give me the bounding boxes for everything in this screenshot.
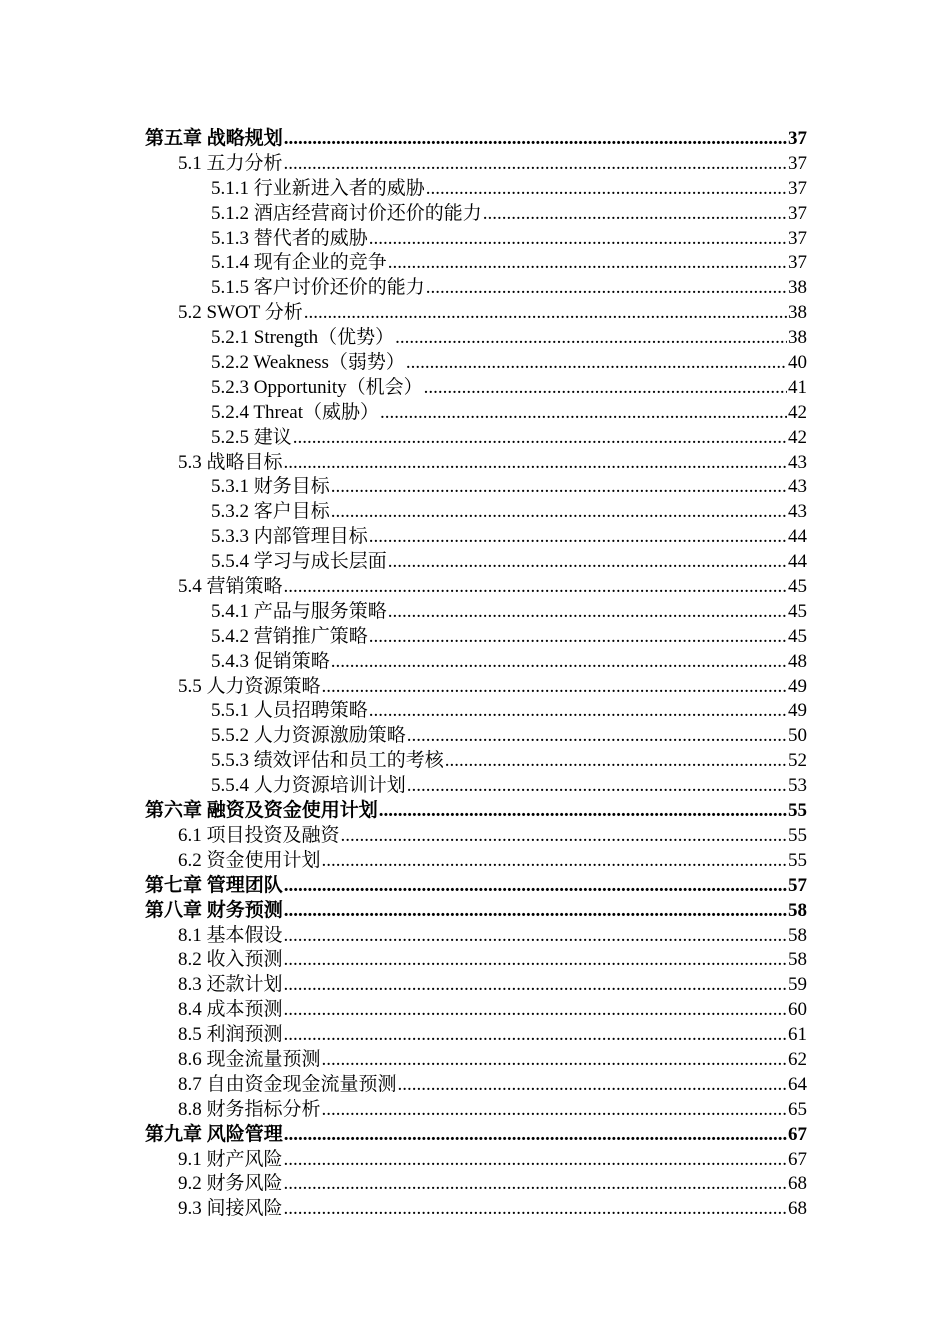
toc-entry[interactable] [145, 372, 807, 397]
toc-page-number: 37 [788, 252, 807, 273]
toc-entry-label: 8.6 现金流量预测 [178, 1048, 321, 1069]
toc-entry-label: 5.5.3 绩效评估和员工的考核 [211, 750, 444, 771]
toc-page-number: 67 [788, 1123, 807, 1144]
dot-leader [284, 999, 787, 1019]
toc-entry[interactable] [145, 920, 807, 945]
toc-entry[interactable] [145, 397, 807, 422]
dot-leader [284, 949, 787, 969]
toc-entry[interactable] [145, 969, 807, 994]
dot-leader [406, 352, 787, 372]
toc-page-number: 62 [788, 1048, 807, 1069]
toc-page-number: 48 [788, 650, 807, 671]
toc-entry-label: 8.1 基本假设 [178, 924, 283, 945]
toc-entry[interactable] [145, 223, 807, 248]
toc-entry-label: 5.5.4 学习与成长层面 [211, 551, 387, 572]
toc-chapter-entry[interactable] [145, 895, 807, 920]
toc-entry-label: 8.5 利润预测 [178, 1024, 283, 1044]
toc-page-number: 68 [788, 1198, 807, 1219]
dot-leader [426, 178, 787, 198]
toc-entry[interactable] [145, 1094, 807, 1119]
toc-entry-label: 5.2.1 Strength（优势） [211, 327, 395, 348]
toc-entry-label: 8.4 成本预测 [178, 999, 283, 1020]
toc-page-number: 41 [788, 376, 807, 397]
toc-page-number: 67 [788, 1148, 807, 1169]
toc-page-number: 58 [788, 899, 807, 920]
toc-entry[interactable] [145, 1168, 807, 1193]
toc-entry[interactable] [145, 994, 807, 1019]
toc-entry-label: 5.5 人力资源策略 [178, 675, 321, 696]
toc-entry-label: 6.2 资金使用计划 [178, 849, 321, 870]
toc-entry[interactable] [145, 148, 807, 173]
toc-entry-label: 第九章 风险管理 [145, 1123, 283, 1144]
dot-leader [284, 925, 787, 945]
toc-entry[interactable] [145, 521, 807, 546]
dot-leader [284, 974, 787, 994]
dot-leader [388, 252, 787, 272]
toc-entry[interactable] [145, 297, 807, 322]
toc-page-number: 45 [788, 576, 807, 596]
table-of-contents [145, 123, 807, 1218]
toc-page-number: 68 [788, 1173, 807, 1194]
toc-page-number: 43 [788, 476, 807, 497]
dot-leader [293, 427, 787, 447]
toc-entry[interactable] [145, 596, 807, 621]
toc-entry[interactable] [145, 720, 807, 745]
dot-leader [388, 601, 787, 621]
toc-page-number: 38 [788, 277, 807, 298]
dot-leader [284, 900, 787, 920]
toc-page-number: 43 [788, 451, 807, 472]
toc-entry-label: 5.1.4 现有企业的竞争 [211, 252, 387, 273]
dot-leader [331, 651, 787, 671]
toc-page-number: 49 [788, 700, 807, 721]
dot-leader [369, 526, 787, 546]
toc-page-number: 55 [788, 849, 807, 870]
toc-entry[interactable] [145, 671, 807, 696]
toc-entry-label: 5.2.5 建议 [211, 426, 292, 447]
dot-leader [322, 850, 787, 870]
dot-leader [284, 153, 787, 173]
toc-page-number: 37 [788, 202, 807, 223]
toc-entry-label: 5.2.4 Threat（威胁） [211, 401, 379, 422]
toc-entry[interactable] [145, 496, 807, 521]
dot-leader [407, 725, 787, 745]
toc-page-number: 45 [788, 600, 807, 621]
toc-entry-label: 5.5.2 人力资源激励策略 [211, 725, 406, 746]
toc-page-number: 44 [788, 526, 807, 547]
toc-entry-label: 8.3 还款计划 [178, 974, 283, 995]
toc-page-number: 42 [788, 401, 807, 422]
dot-leader [322, 676, 787, 696]
dot-leader [322, 1099, 787, 1119]
toc-entry[interactable] [145, 695, 807, 720]
dot-leader [322, 1049, 787, 1069]
toc-entry[interactable] [145, 1193, 807, 1218]
toc-entry[interactable] [145, 272, 807, 297]
dot-leader [407, 775, 787, 795]
toc-chapter-entry[interactable] [145, 1119, 807, 1144]
toc-entry-label: 第八章 财务预测 [145, 899, 283, 920]
toc-entry-label: 5.5.4 人力资源培训计划 [211, 775, 406, 796]
toc-entry[interactable] [145, 422, 807, 447]
toc-page-number: 42 [788, 426, 807, 447]
toc-page-number: 38 [788, 302, 807, 323]
toc-page-number: 58 [788, 924, 807, 945]
toc-entry-label: 5.4.1 产品与服务策略 [211, 600, 387, 621]
toc-chapter-entry[interactable] [145, 123, 807, 148]
toc-entry-label: 5.1 五力分析 [178, 152, 283, 173]
toc-page-number: 49 [788, 675, 807, 696]
dot-leader [388, 551, 787, 571]
toc-entry-label: 6.1 项目投资及融资 [178, 824, 340, 845]
toc-entry-label: 9.2 财务风险 [178, 1173, 283, 1194]
dot-leader [331, 476, 787, 496]
toc-page-number: 55 [788, 800, 807, 820]
toc-entry-label: 5.1.5 客户讨价还价的能力 [211, 277, 425, 298]
toc-entry[interactable] [145, 322, 807, 347]
dot-leader [426, 277, 787, 297]
toc-entry[interactable] [145, 471, 807, 496]
toc-page-number: 40 [788, 352, 807, 372]
toc-entry-label: 5.3 战略目标 [178, 451, 283, 472]
toc-entry[interactable] [145, 1144, 807, 1169]
toc-page-number: 37 [788, 152, 807, 173]
dot-leader [284, 576, 787, 596]
dot-leader [341, 825, 787, 845]
toc-chapter-entry[interactable] [145, 870, 807, 895]
toc-entry[interactable] [145, 1069, 807, 1094]
toc-page-number: 58 [788, 949, 807, 970]
dot-leader [369, 626, 787, 646]
dot-leader [331, 501, 787, 521]
dot-leader [369, 228, 787, 248]
toc-entry-label: 5.3.2 客户目标 [211, 501, 330, 522]
dot-leader [483, 203, 787, 223]
toc-page-number: 57 [788, 874, 807, 895]
toc-page-number: 65 [788, 1098, 807, 1119]
toc-entry[interactable] [145, 447, 807, 472]
dot-leader [284, 1124, 787, 1144]
toc-entry-label: 8.8 财务指标分析 [178, 1098, 321, 1119]
toc-entry[interactable] [145, 621, 807, 646]
toc-page-number: 43 [788, 501, 807, 522]
toc-page-number: 59 [788, 974, 807, 995]
toc-entry[interactable] [145, 646, 807, 671]
toc-entry-label: 5.3.3 内部管理目标 [211, 526, 368, 547]
dot-leader [284, 452, 787, 472]
dot-leader [424, 377, 787, 397]
toc-entry[interactable] [145, 1044, 807, 1069]
toc-page-number: 55 [788, 824, 807, 845]
dot-leader [304, 302, 787, 322]
toc-page-number: 37 [788, 177, 807, 198]
dot-leader [284, 1149, 787, 1169]
dot-leader [284, 875, 787, 895]
toc-page-number: 60 [788, 999, 807, 1020]
toc-page-number: 52 [788, 750, 807, 771]
toc-entry[interactable] [145, 944, 807, 969]
dot-leader [379, 800, 787, 820]
toc-page-number: 61 [788, 1024, 807, 1044]
toc-entry-label: 5.3.1 财务目标 [211, 476, 330, 497]
toc-page-number: 38 [788, 327, 807, 348]
toc-entry-label: 第五章 战略规划 [145, 128, 283, 148]
toc-entry[interactable] [145, 347, 807, 372]
toc-page-number: 44 [788, 551, 807, 572]
toc-entry-label: 8.7 自由资金现金流量预测 [178, 1073, 397, 1094]
toc-page-number: 64 [788, 1073, 807, 1094]
toc-entry[interactable] [145, 845, 807, 870]
toc-entry[interactable] [145, 247, 807, 272]
toc-entry-label: 5.4.2 营销推广策略 [211, 625, 368, 646]
toc-entry-label: 5.2 SWOT 分析 [178, 302, 303, 323]
dot-leader [369, 700, 787, 720]
toc-entry[interactable] [145, 770, 807, 795]
toc-entry[interactable] [145, 546, 807, 571]
toc-page-number: 45 [788, 625, 807, 646]
toc-entry-label: 5.1.3 替代者的威胁 [211, 227, 368, 248]
toc-page-number: 50 [788, 725, 807, 746]
toc-page-number: 37 [788, 128, 807, 148]
dot-leader [284, 1024, 787, 1044]
toc-entry-label: 第六章 融资及资金使用计划 [145, 800, 378, 820]
toc-entry-label: 9.1 财产风险 [178, 1148, 283, 1169]
toc-entry-label: 8.2 收入预测 [178, 949, 283, 970]
toc-entry[interactable] [145, 745, 807, 770]
toc-entry-label: 9.3 间接风险 [178, 1198, 283, 1219]
toc-entry-label: 5.4.3 促销策略 [211, 650, 330, 671]
toc-page-number: 53 [788, 775, 807, 796]
toc-entry[interactable] [145, 571, 807, 596]
dot-leader [284, 1173, 787, 1193]
toc-entry-label: 5.5.1 人员招聘策略 [211, 700, 368, 721]
dot-leader [380, 402, 787, 422]
toc-entry-label: 5.1.1 行业新进入者的威胁 [211, 177, 425, 198]
toc-chapter-entry[interactable] [145, 795, 807, 820]
dot-leader [398, 1074, 787, 1094]
dot-leader [284, 1198, 787, 1218]
toc-entry[interactable] [145, 1019, 807, 1044]
toc-entry-label: 5.2.3 Opportunity（机会） [211, 376, 423, 397]
toc-entry-label: 5.4 营销策略 [178, 576, 283, 596]
toc-entry-label: 第七章 管理团队 [145, 874, 283, 895]
toc-entry-label: 5.2.2 Weakness（弱势） [211, 352, 405, 372]
toc-entry[interactable] [145, 198, 807, 223]
toc-entry[interactable] [145, 820, 807, 845]
dot-leader [284, 128, 787, 148]
toc-entry[interactable] [145, 173, 807, 198]
toc-page-number: 37 [788, 227, 807, 248]
toc-entry-label: 5.1.2 酒店经营商讨价还价的能力 [211, 202, 482, 223]
dot-leader [395, 327, 787, 347]
dot-leader [445, 750, 787, 770]
